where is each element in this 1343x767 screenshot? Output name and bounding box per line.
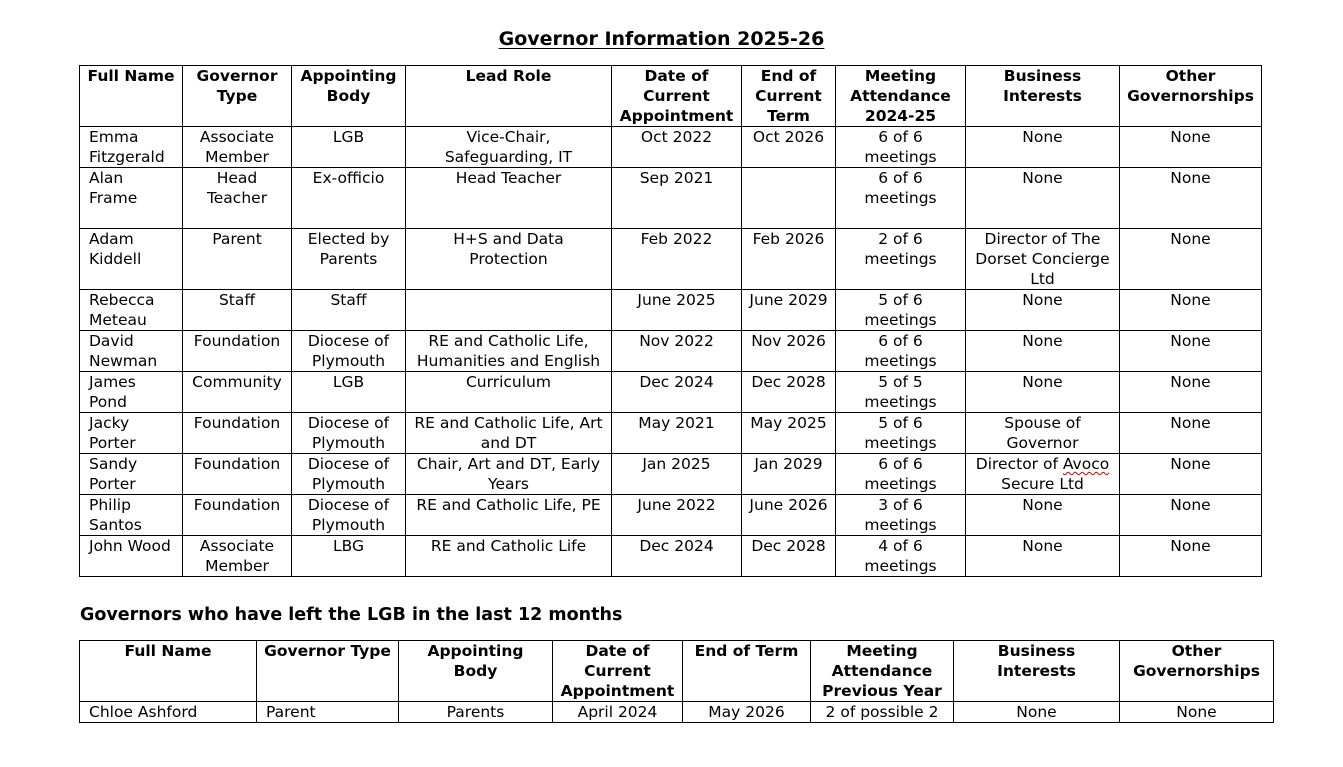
cell-full-name: Chloe Ashford	[80, 702, 257, 723]
cell-full-name: Philip Santos	[80, 495, 183, 536]
col-header-appointing-body: Appointing Body	[399, 641, 553, 702]
cell-business-interests: None	[966, 168, 1120, 229]
col-header-governor-type: Governor Type	[257, 641, 399, 702]
cell-date-of-appointment: Nov 2022	[612, 331, 742, 372]
col-header-date-of-appointment: Date of Current Appointment	[553, 641, 683, 702]
cell-meeting-attendance: 3 of 6 meetings	[836, 495, 966, 536]
cell-other-governorships: None	[1120, 372, 1262, 413]
cell-governor-type: Foundation	[183, 454, 292, 495]
table-row	[80, 372, 1262, 413]
cell-lead-role: Curriculum	[406, 372, 612, 413]
cell-appointing-body: Diocese of Plymouth	[292, 495, 406, 536]
cell-other-governorships: None	[1120, 454, 1262, 495]
cell-full-name: Jacky Porter	[80, 413, 183, 454]
cell-governor-type: Parent	[257, 702, 399, 723]
table-row	[80, 331, 1262, 372]
table-row	[80, 127, 1262, 168]
cell-other-governorships: None	[1120, 702, 1274, 723]
cell-meeting-attendance: 2 of 6 meetings	[836, 229, 966, 290]
cell-date-of-appointment: Jan 2025	[612, 454, 742, 495]
cell-lead-role: Head Teacher	[406, 168, 612, 229]
left-governors-heading: Governors who have left the LGB in the last 12 months	[80, 605, 623, 625]
cell-full-name: David Newman	[80, 331, 183, 372]
cell-meeting-attendance: 6 of 6 meetings	[836, 454, 966, 495]
cell-governor-type: Associate Member	[183, 536, 292, 577]
cell-appointing-body: Elected by Parents	[292, 229, 406, 290]
cell-appointing-body: LGB	[292, 372, 406, 413]
cell-end-of-term: Feb 2026	[742, 229, 836, 290]
cell-lead-role: Vice-Chair, Safeguarding, IT	[406, 127, 612, 168]
cell-lead-role: RE and Catholic Life, Humanities and English	[406, 331, 612, 372]
table-row	[80, 454, 1262, 495]
cell-business-interests: None	[966, 536, 1120, 577]
cell-end-of-term: June 2029	[742, 290, 836, 331]
col-header-meeting-attendance: Meeting Attendance Previous Year	[811, 641, 954, 702]
cell-meeting-attendance: 5 of 6 meetings	[836, 290, 966, 331]
cell-business-interests: None	[966, 495, 1120, 536]
cell-end-of-term	[742, 168, 836, 229]
cell-meeting-attendance: 6 of 6 meetings	[836, 168, 966, 229]
cell-full-name: James Pond	[80, 372, 183, 413]
col-header-end-of-term: End of Term	[683, 641, 811, 702]
cell-governor-type: Head Teacher	[183, 168, 292, 229]
cell-end-of-term: Nov 2026	[742, 331, 836, 372]
cell-full-name: Rebecca Meteau	[80, 290, 183, 331]
cell-lead-role: Chair, Art and DT, Early Years	[406, 454, 612, 495]
cell-end-of-term: May 2025	[742, 413, 836, 454]
cell-date-of-appointment: Feb 2022	[612, 229, 742, 290]
cell-date-of-appointment: May 2021	[612, 413, 742, 454]
cell-full-name: Sandy Porter	[80, 454, 183, 495]
cell-full-name: Adam Kiddell	[80, 229, 183, 290]
table-row	[80, 290, 1262, 331]
cell-governor-type: Community	[183, 372, 292, 413]
cell-end-of-term: Dec 2028	[742, 372, 836, 413]
cell-appointing-body: Diocese of Plymouth	[292, 454, 406, 495]
col-header-other-governorships: Other Governorships	[1120, 641, 1274, 702]
col-header-business-interests: Business Interests	[966, 66, 1120, 127]
cell-meeting-attendance: 6 of 6 meetings	[836, 127, 966, 168]
col-header-full-name: Full Name	[80, 66, 183, 127]
cell-business-interests: None	[966, 372, 1120, 413]
cell-governor-type: Staff	[183, 290, 292, 331]
col-header-lead-role: Lead Role	[406, 66, 612, 127]
col-header-date-of-appointment: Date of Current Appointment	[612, 66, 742, 127]
cell-full-name: Alan Frame	[80, 168, 183, 229]
cell-other-governorships: None	[1120, 168, 1262, 229]
col-header-end-of-term: End of Current Term	[742, 66, 836, 127]
spellcheck-word: Avoco	[1062, 455, 1110, 473]
cell-end-of-term: Dec 2028	[742, 536, 836, 577]
document-title: Governor Information 2025-26	[498, 28, 825, 50]
cell-full-name: Emma Fitzgerald	[80, 127, 183, 168]
table-header-row	[80, 66, 1262, 127]
cell-other-governorships: None	[1120, 413, 1262, 454]
cell-end-of-term: May 2026	[683, 702, 811, 723]
cell-date-of-appointment: Oct 2022	[612, 127, 742, 168]
cell-business-interests: Director of The Dorset Concierge Ltd	[966, 229, 1120, 290]
cell-governor-type: Parent	[183, 229, 292, 290]
col-header-appointing-body: Appointing Body	[292, 66, 406, 127]
cell-business-interests: None	[966, 290, 1120, 331]
table-row	[80, 702, 1274, 723]
cell-business-interests: None	[966, 331, 1120, 372]
cell-appointing-body: LGB	[292, 127, 406, 168]
table-row	[80, 168, 1262, 229]
col-header-meeting-attendance: Meeting Attendance 2024-25	[836, 66, 966, 127]
table-row	[80, 536, 1262, 577]
table-row	[80, 229, 1262, 290]
cell-date-of-appointment: Dec 2024	[612, 536, 742, 577]
col-header-full-name: Full Name	[80, 641, 257, 702]
cell-date-of-appointment: April 2024	[553, 702, 683, 723]
cell-appointing-body: Ex-officio	[292, 168, 406, 229]
current-governors-table	[79, 65, 1262, 577]
cell-full-name: John Wood	[80, 536, 183, 577]
table-header-row	[80, 641, 1274, 702]
col-header-business-interests: Business Interests	[954, 641, 1120, 702]
cell-other-governorships: None	[1120, 229, 1262, 290]
cell-date-of-appointment: June 2022	[612, 495, 742, 536]
cell-meeting-attendance: 5 of 6 meetings	[836, 413, 966, 454]
cell-lead-role: RE and Catholic Life, Art and DT	[406, 413, 612, 454]
cell-appointing-body: Parents	[399, 702, 553, 723]
cell-other-governorships: None	[1120, 495, 1262, 536]
cell-other-governorships: None	[1120, 536, 1262, 577]
cell-meeting-attendance: 2 of possible 2	[811, 702, 954, 723]
cell-end-of-term: Jan 2029	[742, 454, 836, 495]
cell-other-governorships: None	[1120, 290, 1262, 331]
cell-business-interests: None	[966, 127, 1120, 168]
table-row	[80, 413, 1262, 454]
cell-appointing-body: Staff	[292, 290, 406, 331]
cell-appointing-body: Diocese of Plymouth	[292, 413, 406, 454]
cell-date-of-appointment: Dec 2024	[612, 372, 742, 413]
cell-business-interests: Spouse of Governor	[966, 413, 1120, 454]
left-governors-table	[79, 640, 1274, 723]
cell-meeting-attendance: 5 of 5 meetings	[836, 372, 966, 413]
cell-governor-type: Foundation	[183, 413, 292, 454]
cell-other-governorships: None	[1120, 331, 1262, 372]
cell-date-of-appointment: Sep 2021	[612, 168, 742, 229]
cell-governor-type: Foundation	[183, 495, 292, 536]
cell-lead-role	[406, 290, 612, 331]
cell-governor-type: Associate Member	[183, 127, 292, 168]
cell-date-of-appointment: June 2025	[612, 290, 742, 331]
col-header-other-governorships: Other Governorships	[1120, 66, 1262, 127]
cell-business-interests: Director of Avoco Secure Ltd	[966, 454, 1120, 495]
cell-governor-type: Foundation	[183, 331, 292, 372]
cell-end-of-term: June 2026	[742, 495, 836, 536]
cell-appointing-body: LBG	[292, 536, 406, 577]
table-row	[80, 495, 1262, 536]
col-header-governor-type: Governor Type	[183, 66, 292, 127]
cell-end-of-term: Oct 2026	[742, 127, 836, 168]
cell-business-interests: None	[954, 702, 1120, 723]
cell-meeting-attendance: 4 of 6 meetings	[836, 536, 966, 577]
cell-meeting-attendance: 6 of 6 meetings	[836, 331, 966, 372]
cell-lead-role: RE and Catholic Life, PE	[406, 495, 612, 536]
cell-lead-role: H+S and Data Protection	[406, 229, 612, 290]
cell-lead-role: RE and Catholic Life	[406, 536, 612, 577]
cell-appointing-body: Diocese of Plymouth	[292, 331, 406, 372]
cell-other-governorships: None	[1120, 127, 1262, 168]
